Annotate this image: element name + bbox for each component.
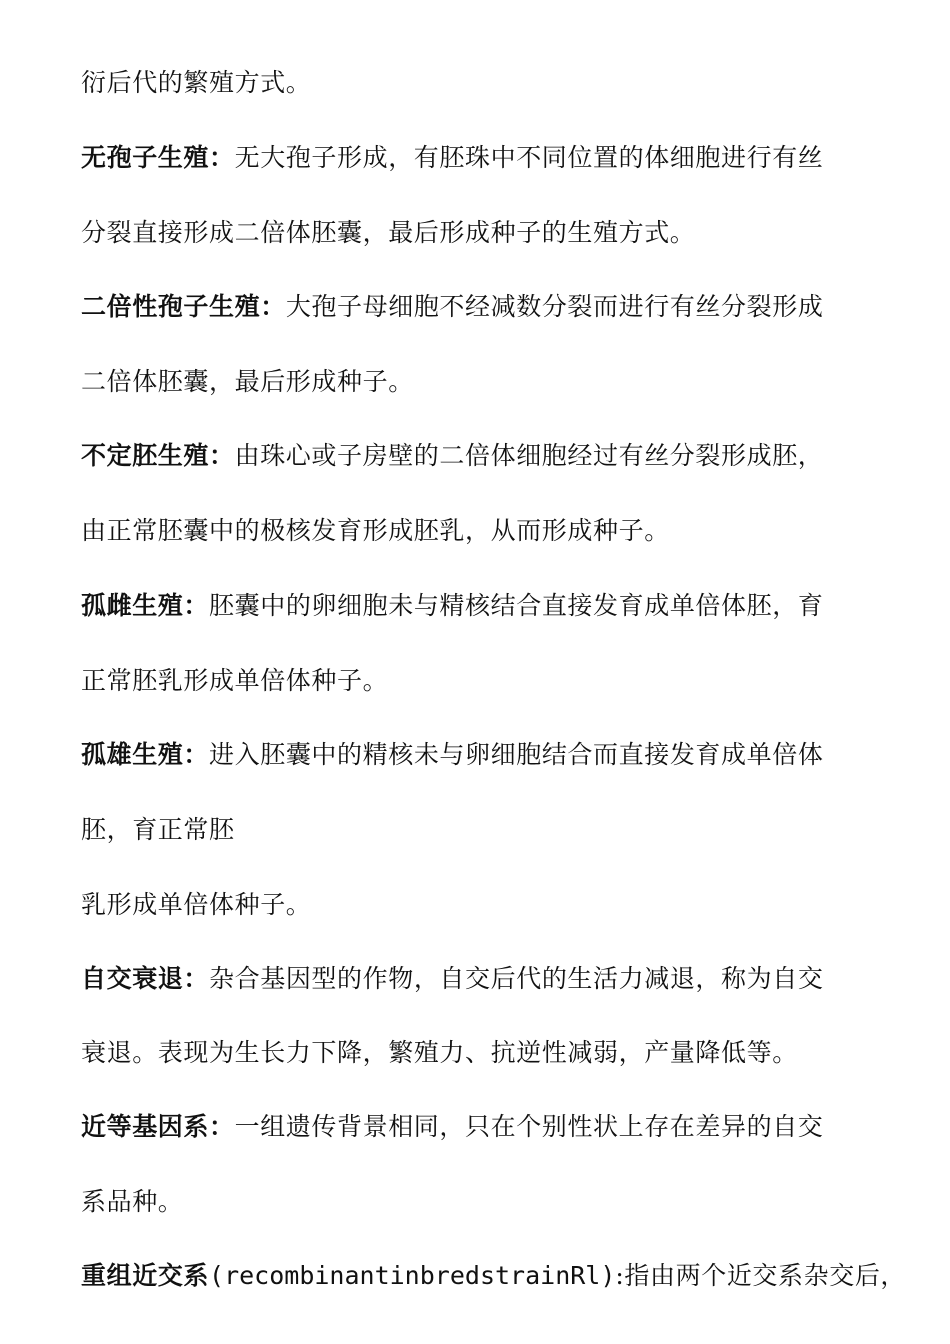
body-text: 乳形成单倍体种子。	[81, 890, 312, 919]
term-label: 自交衰退：	[81, 964, 210, 993]
term-label: 不定胚生殖：	[81, 441, 235, 470]
term-label: 重组近交系	[81, 1261, 210, 1290]
term-label: 无孢子生殖：	[81, 143, 235, 172]
body-text: 正常胚乳形成单倍体种子。	[81, 666, 389, 695]
definition-line	[81, 290, 881, 324]
body-text: 二倍体胚囊，最后形成种子。	[81, 367, 414, 396]
body-text: 衰退。表现为生长力下降，繁殖力、抗逆性减弱，产量降低等。	[81, 1038, 798, 1067]
body-text: 大孢子母细胞不经减数分裂而进行有丝分裂形成	[285, 292, 824, 321]
body-text: 由正常胚囊中的极核发育形成胚乳，从而形成种子。	[81, 516, 670, 545]
text-line	[81, 514, 881, 548]
body-text: :指由两个近交系杂交后，	[615, 1261, 907, 1290]
body-text: 胚囊中的卵细胞未与精核结合直接发育成单倍体胚，育	[209, 591, 824, 620]
text-line	[81, 216, 881, 250]
body-text: 进入胚囊中的精核未与卵细胞结合而直接发育成单倍体	[209, 740, 824, 769]
body-text: 胚，育正常胚	[81, 815, 235, 844]
term-label: 近等基因系：	[81, 1112, 235, 1141]
definition-line	[81, 141, 881, 175]
definition-line	[81, 589, 881, 623]
english-term: (recombinantinbredstrainRl)	[209, 1261, 616, 1290]
text-line	[81, 365, 881, 399]
definition-line	[81, 738, 881, 772]
term-label: 二倍性孢子生殖：	[81, 292, 286, 321]
body-text: 系品种。	[81, 1187, 184, 1216]
term-label: 孤雄生殖：	[81, 740, 210, 769]
definition-line	[81, 1259, 907, 1293]
definition-line	[81, 439, 881, 473]
text-line	[81, 888, 881, 922]
text-line	[81, 1036, 881, 1070]
body-text: 衍后代的繁殖方式。	[81, 68, 312, 97]
text-line	[81, 813, 881, 847]
body-text: 一组遗传背景相同，只在个别性状上存在差异的自交	[234, 1112, 824, 1141]
text-line	[81, 1185, 881, 1219]
body-text: 杂合基因型的作物，自交后代的生活力减退，称为自交	[209, 964, 824, 993]
text-line	[81, 66, 881, 100]
body-text: 无大孢子形成，有胚珠中不同位置的体细胞进行有丝	[234, 143, 824, 172]
definition-line	[81, 962, 881, 996]
term-label: 孤雌生殖：	[81, 591, 210, 620]
body-text: 由珠心或子房壁的二倍体细胞经过有丝分裂形成胚，	[234, 441, 824, 470]
text-line	[81, 664, 881, 698]
body-text: 分裂直接形成二倍体胚囊，最后形成种子的生殖方式。	[81, 218, 696, 247]
definition-line	[81, 1110, 881, 1144]
